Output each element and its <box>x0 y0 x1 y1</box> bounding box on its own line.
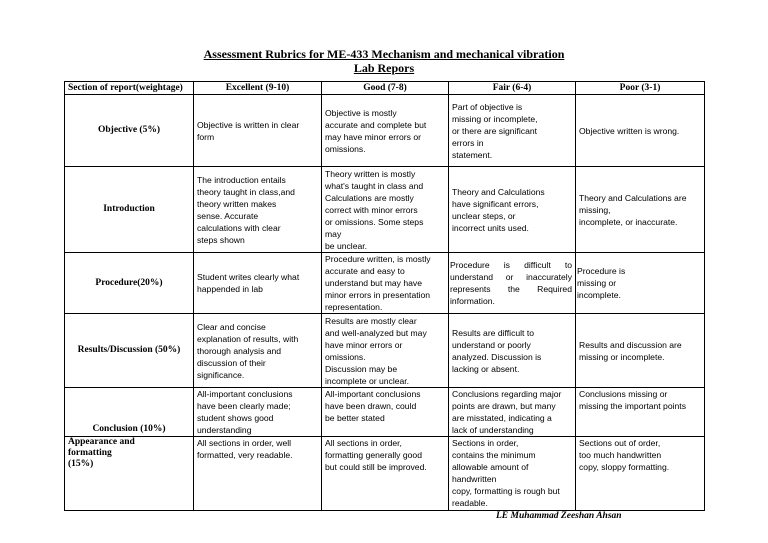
cell-line: understand but may have <box>325 278 422 288</box>
cell-line: omissions. <box>325 351 366 362</box>
cell-line: have been clearly made; <box>197 401 291 411</box>
document-title: Assessment Rubrics for ME-433 Mechanism and mechanical vibration <box>203 47 565 61</box>
row-section: Procedure(20%) <box>65 253 194 314</box>
row-section: Introduction <box>65 167 194 253</box>
cell-excellent <box>194 167 322 253</box>
cell-line: incomplete. <box>577 290 621 300</box>
cell-line: explanation of results, with <box>197 333 299 344</box>
cell-line: Results are difficult to <box>452 327 534 338</box>
cell-line: Objective is written in clear <box>197 119 300 130</box>
cell-line: Results are mostly clear <box>325 315 417 326</box>
cell-line: Procedure is <box>577 266 626 276</box>
cell-good <box>322 167 449 253</box>
header-fair: Fair (6-4) <box>449 82 576 95</box>
cell-line: are misstated, indicating a <box>452 413 552 423</box>
cell-fair <box>449 95 576 167</box>
cell-line: happended in lab <box>197 284 263 294</box>
cell-line: Conclusions missing or <box>579 389 668 399</box>
cell-line: Sections out of order, <box>579 438 661 448</box>
cell-line: All-important conclusions <box>325 389 421 399</box>
header-poor: Poor (3-1) <box>576 82 705 95</box>
cell-excellent <box>194 437 322 511</box>
cell-line: student shows good <box>197 413 274 423</box>
cell-fair <box>449 253 576 314</box>
cell-excellent <box>194 253 322 314</box>
cell-line: incorrect units used. <box>452 222 529 233</box>
cell-poor <box>576 388 705 437</box>
cell-line: omissions. <box>325 143 366 154</box>
cell-line: information. <box>450 296 495 306</box>
signature: LE Muhammad Zeeshan Ahsan <box>496 511 622 521</box>
cell-line: representation. <box>325 302 383 312</box>
cell-line: errors in <box>452 137 484 148</box>
cell-line: and well-analyzed but may <box>325 327 427 338</box>
cell-line: minor errors in presentation <box>325 290 431 300</box>
cell-line: readable. <box>452 498 488 508</box>
cell-line: Conclusions regarding major <box>452 389 562 399</box>
cell-line: Results and discussion are <box>579 339 682 350</box>
cell-line: lacking or absent. <box>452 363 520 374</box>
cell-line: form <box>197 131 215 142</box>
cell-line: (15%) <box>68 459 94 469</box>
cell-fair <box>449 314 576 388</box>
cell-line: Theory written is mostly <box>325 168 416 179</box>
cell-line: but could still be improved. <box>325 462 427 472</box>
cell-line: have been drawn, could <box>325 401 417 411</box>
table-row <box>65 95 705 167</box>
cell-line: contains the minimum <box>452 450 536 460</box>
cell-line: incomplete, or inaccurate. <box>579 216 678 227</box>
cell-line: what's taught in class and <box>325 180 424 191</box>
cell-line: theory written makes <box>197 198 277 209</box>
row-section <box>65 437 194 511</box>
cell-line: points are drawn, but many <box>452 401 556 411</box>
table-row <box>65 388 705 437</box>
cell-line: missing or incomplete. <box>579 351 665 362</box>
cell-line: incomplete or unclear. <box>325 375 410 386</box>
cell-line: Procedure is difficult to <box>450 260 572 270</box>
cell-good <box>322 437 449 511</box>
cell-line: missing or <box>577 278 617 288</box>
row-section: Conclusion (10%) <box>65 388 194 437</box>
cell-line: accurate and easy to <box>325 266 405 276</box>
cell-line: understand or inaccurately <box>450 272 572 282</box>
cell-excellent <box>194 314 322 388</box>
cell-poor <box>576 314 705 388</box>
cell-line: thorough analysis and <box>197 345 282 356</box>
cell-line: have minor errors or <box>325 339 403 350</box>
cell-good <box>322 253 449 314</box>
cell-line: Theory and Calculations <box>452 186 545 197</box>
cell-excellent <box>194 388 322 437</box>
cell-line: Student writes clearly what <box>197 272 300 282</box>
row-section: Results/Discussion (50%) <box>65 314 194 388</box>
cell-line: missing or incomplete, <box>452 113 538 124</box>
cell-line: or there are significant <box>452 125 538 136</box>
cell-line: correct with minor errors <box>325 204 418 215</box>
cell-line: Clear and concise <box>197 321 266 332</box>
cell-fair <box>449 167 576 253</box>
cell-line: understanding <box>197 425 252 435</box>
table-row <box>65 167 705 253</box>
cell-line: allowable amount of <box>452 462 529 472</box>
cell-line: Calculations are mostly <box>325 192 414 203</box>
cell-poor <box>576 437 705 511</box>
cell-line: handwritten <box>452 474 497 484</box>
cell-line: may have minor errors or <box>325 131 421 142</box>
cell-line: Theory and Calculations are <box>579 192 687 203</box>
cell-line: lack of understanding <box>452 425 534 435</box>
cell-line: Procedure written, is mostly <box>325 254 431 264</box>
cell-line: Part of objective is <box>452 101 523 112</box>
cell-line: All sections in order, well <box>197 438 292 448</box>
cell-line: copy, formatting is rough but <box>452 486 560 496</box>
cell-line: formatted, very readable. <box>197 450 293 460</box>
cell-line: statement. <box>452 149 493 160</box>
cell-poor <box>576 253 705 314</box>
cell-line: have significant errors, <box>452 198 539 209</box>
cell-line: All-important conclusions <box>197 389 293 399</box>
cell-line: may <box>325 228 342 239</box>
header-excellent: Excellent (9-10) <box>194 82 322 95</box>
cell-line: Objective is mostly <box>325 107 397 118</box>
cell-line: unclear steps, or <box>452 210 516 221</box>
cell-line: Objective written is wrong. <box>579 125 680 136</box>
cell-line: The introduction entails <box>197 174 286 185</box>
document-subtitle: Lab Repors <box>353 61 415 75</box>
table-row <box>65 253 705 314</box>
cell-excellent <box>194 95 322 167</box>
cell-line: calculations with clear <box>197 222 281 233</box>
cell-line: or omissions. Some steps <box>325 216 424 227</box>
cell-line: analyzed. Discussion is <box>452 351 542 362</box>
cell-fair <box>449 437 576 511</box>
cell-poor <box>576 167 705 253</box>
cell-line: accurate and complete but <box>325 119 427 130</box>
row-section: Objective (5%) <box>65 95 194 167</box>
cell-line: be unclear. <box>325 240 368 251</box>
header-good: Good (7-8) <box>322 82 449 95</box>
cell-line: be better stated <box>325 413 385 423</box>
rubric-table <box>64 81 705 511</box>
cell-fair <box>449 388 576 437</box>
cell-poor <box>576 95 705 167</box>
cell-line: All sections in order, <box>325 438 402 448</box>
cell-line: too much handwritten <box>579 450 662 460</box>
table-header-row <box>65 82 705 95</box>
cell-line: Discussion may be <box>325 363 398 374</box>
cell-good <box>322 95 449 167</box>
cell-line: sense. Accurate <box>197 210 259 221</box>
table-row <box>65 314 705 388</box>
cell-line: theory taught in class,and <box>197 186 295 197</box>
table-row <box>65 437 705 511</box>
cell-line: represents the Required <box>450 284 572 294</box>
cell-line: formatting <box>68 448 112 458</box>
cell-line: Sections in order, <box>452 438 519 448</box>
cell-good <box>322 314 449 388</box>
cell-line: significance. <box>197 369 245 380</box>
cell-good <box>322 388 449 437</box>
cell-line: formatting generally good <box>325 450 422 460</box>
cell-line: Appearance and <box>68 437 135 447</box>
cell-line: steps shown <box>197 234 245 245</box>
header-section: Section of report(weightage) <box>65 82 194 95</box>
cell-line: missing, <box>579 204 611 215</box>
cell-line: understand or poorly <box>452 339 531 350</box>
cell-line: discussion of their <box>197 357 266 368</box>
cell-line: missing the important points <box>579 401 686 411</box>
cell-line: copy, sloppy formatting. <box>579 462 670 472</box>
